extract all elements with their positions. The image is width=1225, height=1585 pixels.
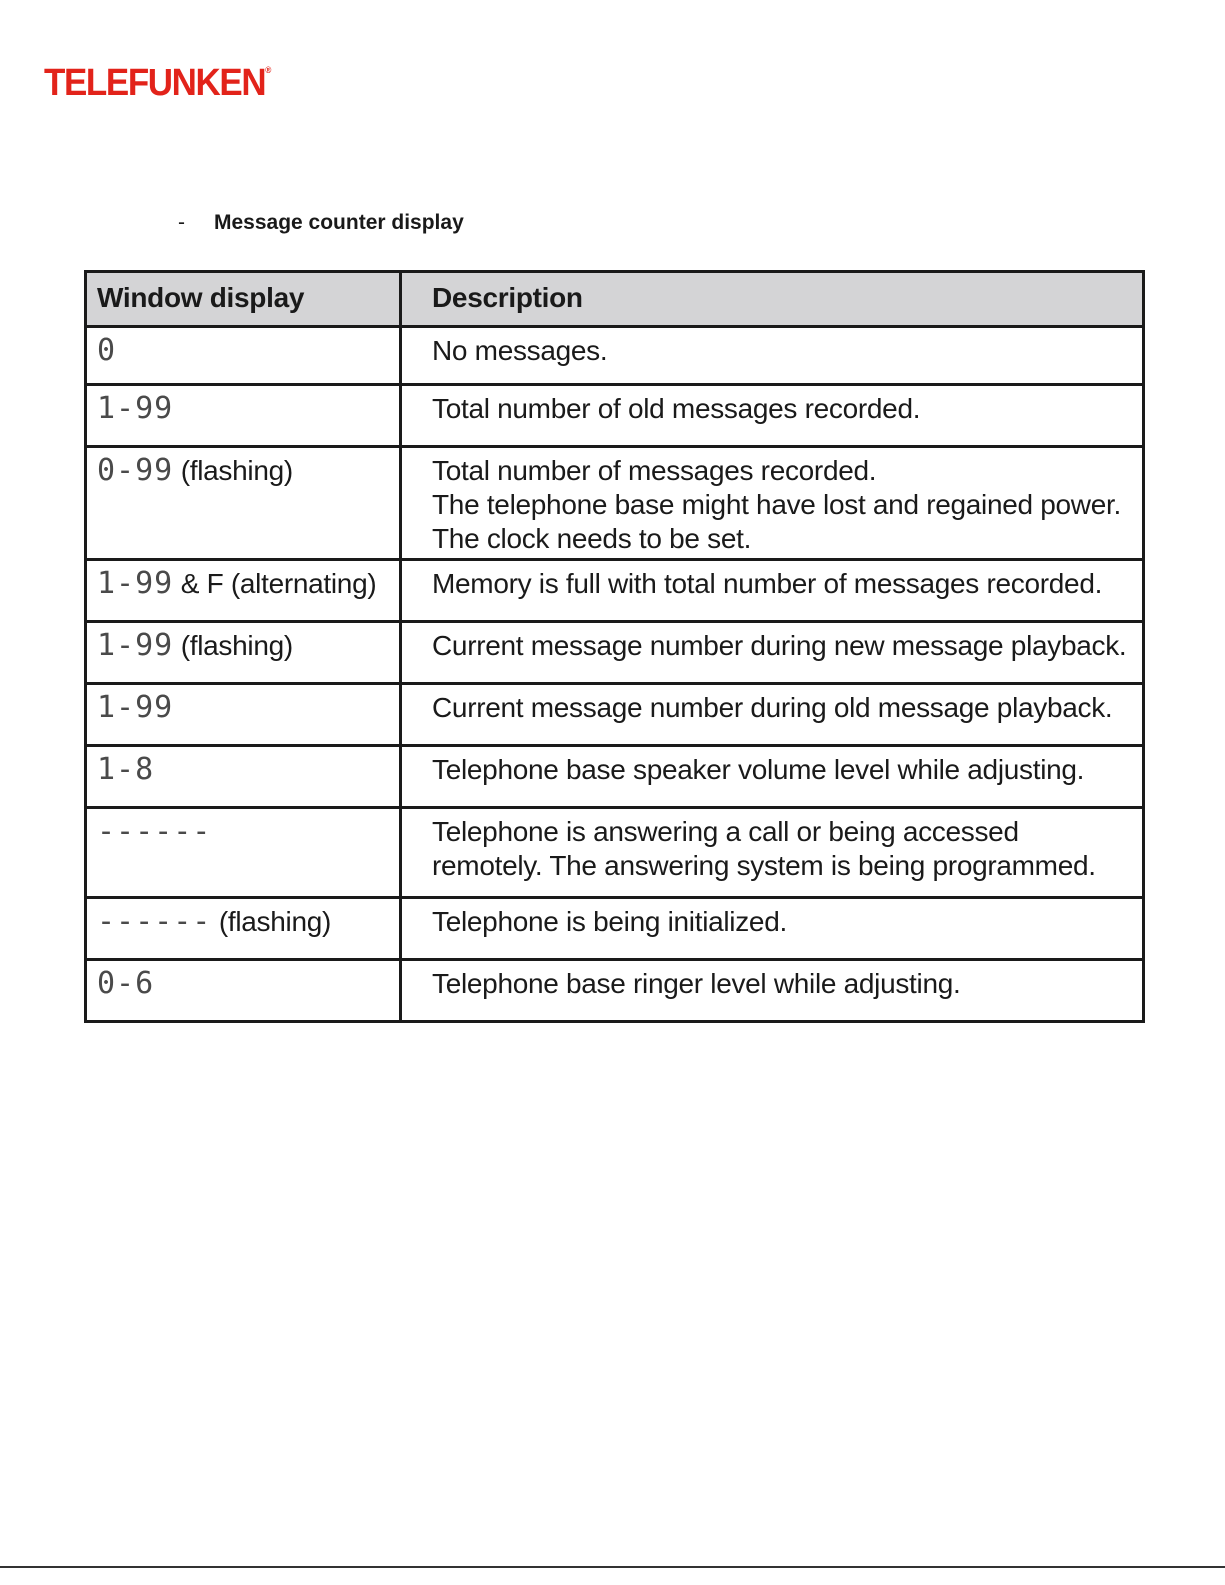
description-line: Current message number during old message playback. bbox=[432, 692, 1113, 723]
description-line: The telephone base might have lost and regained power. bbox=[432, 489, 1121, 520]
description-line: Memory is full with total number of messages recorded. bbox=[432, 568, 1103, 599]
lcd-display-value: 1-99 bbox=[97, 690, 174, 725]
description-line: Total number of old messages recorded. bbox=[432, 393, 921, 424]
section-heading bbox=[178, 212, 464, 233]
table-row bbox=[86, 960, 1144, 1022]
window-display-cell bbox=[86, 684, 401, 746]
table-row bbox=[86, 808, 1144, 898]
description-line: No messages. bbox=[432, 335, 608, 366]
window-display-cell bbox=[86, 622, 401, 684]
description-cell bbox=[401, 327, 1144, 385]
lcd-display-value: ------ bbox=[97, 814, 212, 849]
description-line: The clock needs to be set. bbox=[432, 523, 752, 554]
description-line: Total number of messages recorded. bbox=[432, 455, 877, 486]
table-row bbox=[86, 385, 1144, 447]
description-cell bbox=[401, 746, 1144, 808]
section-title: Message counter display bbox=[214, 211, 464, 234]
table-row bbox=[86, 898, 1144, 960]
window-display-cell bbox=[86, 898, 401, 960]
description-line: Telephone base speaker volume level while adjusting. bbox=[432, 754, 1085, 785]
header-window-display: Window display bbox=[86, 272, 401, 327]
lcd-display-value: 0-6 bbox=[97, 966, 155, 1001]
table-row bbox=[86, 560, 1144, 622]
display-note: & F (alternating) bbox=[173, 568, 377, 599]
lcd-display-value: 1-99 bbox=[97, 566, 174, 601]
description-cell bbox=[401, 622, 1144, 684]
description-cell bbox=[401, 560, 1144, 622]
lcd-display-value: 1-99 bbox=[97, 628, 174, 663]
description-cell bbox=[401, 808, 1144, 898]
table-row bbox=[86, 684, 1144, 746]
message-counter-table bbox=[84, 270, 1145, 1023]
lcd-display-value: 0-99 bbox=[97, 453, 174, 488]
window-display-cell bbox=[86, 385, 401, 447]
window-display-cell bbox=[86, 560, 401, 622]
description-line: Current message number during new message playback. bbox=[432, 630, 1127, 661]
header-description: Description bbox=[401, 272, 1144, 327]
table-header-row bbox=[86, 272, 1144, 327]
table-row bbox=[86, 447, 1144, 560]
window-display-cell bbox=[86, 447, 401, 560]
description-cell bbox=[401, 684, 1144, 746]
page-bottom-rule bbox=[0, 1566, 1225, 1568]
description-cell bbox=[401, 447, 1144, 560]
lcd-display-value: ------ bbox=[97, 904, 212, 939]
description-line: Telephone is answering a call or being accessed bbox=[432, 816, 1019, 847]
window-display-cell bbox=[86, 960, 401, 1022]
lcd-display-value: 0 bbox=[97, 333, 117, 368]
description-cell bbox=[401, 960, 1144, 1022]
bullet-dash: - bbox=[178, 211, 185, 234]
description-line: Telephone is being initialized. bbox=[432, 906, 787, 937]
table-row bbox=[86, 746, 1144, 808]
description-cell bbox=[401, 898, 1144, 960]
table-row bbox=[86, 327, 1144, 385]
display-note: (flashing) bbox=[211, 906, 332, 937]
lcd-display-value: 1-8 bbox=[97, 752, 155, 787]
window-display-cell bbox=[86, 746, 401, 808]
description-line: Telephone base ringer level while adjusting. bbox=[432, 968, 961, 999]
lcd-display-value: 1-99 bbox=[97, 391, 174, 426]
description-cell bbox=[401, 385, 1144, 447]
window-display-cell bbox=[86, 327, 401, 385]
display-note: (flashing) bbox=[173, 455, 293, 486]
table-row bbox=[86, 622, 1144, 684]
window-display-cell bbox=[86, 808, 401, 898]
description-line: remotely. The answering system is being programmed. bbox=[432, 850, 1096, 881]
display-note: (flashing) bbox=[173, 630, 293, 661]
telefunken-logo: TELEFUNKEN® bbox=[44, 62, 272, 104]
